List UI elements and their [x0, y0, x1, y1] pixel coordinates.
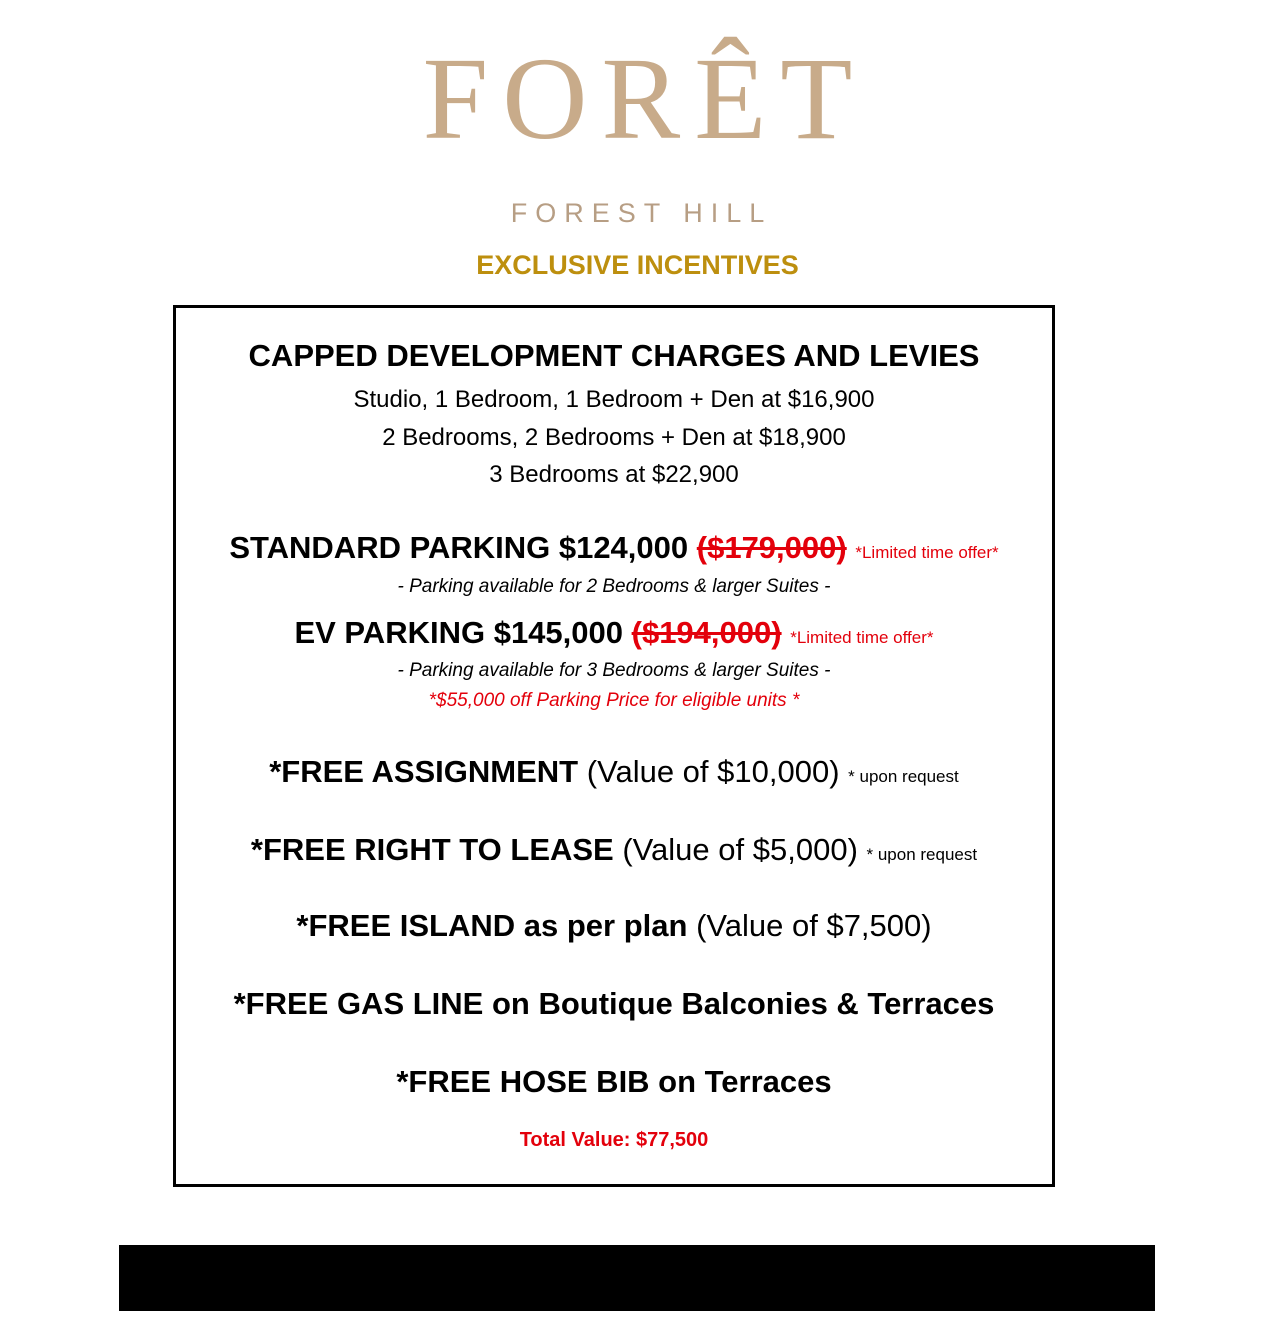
- ev-parking-line: [176, 615, 1052, 651]
- logo-subtitle: FOREST HILL: [510, 198, 773, 228]
- free-island-value: (Value of $7,500): [696, 908, 932, 943]
- ev-parking-price: EV PARKING $145,000: [294, 615, 623, 650]
- free-hose-bib: *FREE HOSE BIB on Terraces: [396, 1064, 832, 1099]
- capped-line-studio: Studio, 1 Bedroom, 1 Bedroom + Den at $16,900: [353, 386, 875, 413]
- free-island: [176, 908, 1052, 944]
- free-lease-label: *FREE RIGHT TO LEASE: [250, 832, 614, 867]
- standard-parking-line: [176, 530, 1052, 566]
- free-assignment-request: * upon request: [848, 767, 959, 786]
- capped-line-three-bedroom: 3 Bedrooms at $22,900: [489, 461, 739, 488]
- capped-heading: CAPPED DEVELOPMENT CHARGES AND LEVIES: [248, 338, 980, 373]
- capped-line-two-bedroom: 2 Bedrooms, 2 Bedrooms + Den at $18,900: [382, 424, 846, 451]
- total-value: Total Value: $77,500: [519, 1129, 709, 1151]
- incentives-title: EXCLUSIVE INCENTIVES: [476, 250, 799, 280]
- standard-parking-old-price: ($179,000): [696, 530, 847, 565]
- free-island-label: *FREE ISLAND as per plan: [296, 908, 688, 943]
- standard-parking-limited-note: *Limited time offer*: [855, 543, 999, 562]
- standard-parking-availability: - Parking available for 2 Bedrooms & larger Suites -: [397, 576, 831, 597]
- incentives-box: [173, 305, 1055, 1187]
- free-assignment: [176, 754, 1052, 790]
- brand-logo: [0, 33, 1275, 229]
- free-lease-request: * upon request: [866, 845, 978, 864]
- free-gas-line: *FREE GAS LINE on Boutique Balconies & Terraces: [233, 986, 995, 1021]
- free-assignment-value: (Value of $10,000): [586, 754, 840, 789]
- parking-discount-note: *$55,000 off Parking Price for eligible units *: [428, 690, 800, 711]
- ev-parking-limited-note: *Limited time offer*: [790, 628, 934, 647]
- free-lease-value: (Value of $5,000): [622, 832, 858, 867]
- ev-parking-old-price: ($194,000): [631, 615, 782, 650]
- logo-wordmark: FORÊT: [422, 33, 867, 164]
- standard-parking-price: STANDARD PARKING $124,000: [229, 530, 689, 565]
- footer-black-bar: [119, 1245, 1155, 1311]
- free-right-to-lease: [176, 832, 1052, 868]
- free-assignment-label: *FREE ASSIGNMENT: [269, 754, 579, 789]
- ev-parking-availability: - Parking available for 3 Bedrooms & larger Suites -: [397, 660, 831, 681]
